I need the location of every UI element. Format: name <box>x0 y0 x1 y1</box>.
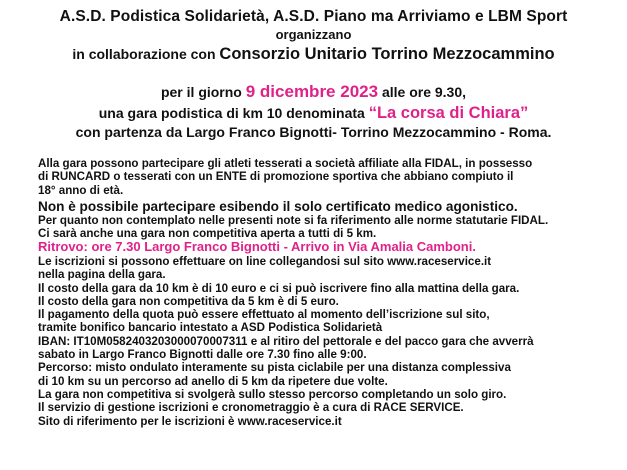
payment-line-1: Il pagamento della quota può essere effettuato al momento dell’iscrizione sul sito, <box>38 308 490 322</box>
fidal-note: Per quanto non contemplato nelle presenti note si fa riferimento alle norme statutarie FIDAL. <box>38 213 549 227</box>
cost-line-2: Il costo della gara non competitiva da 5 km è di 5 euro. <box>38 294 339 308</box>
collaboration-line <box>0 45 627 64</box>
route-line-2: di 10 km su un percorso ad anello di 5 km da ripetere due volte. <box>38 374 388 388</box>
collaboration-name: Consorzio Unitario Torrino Mezzocammino <box>219 45 555 63</box>
event-date: 9 dicembre 2023 <box>245 82 379 101</box>
eligibility-line-3: 18° anno di età. <box>38 183 124 197</box>
timing-service: Il servizio di gestione iscrizioni e cronometraggio è a cura di RACE SERVICE. <box>38 401 464 415</box>
non-competitive-route: La gara non competitiva si svolgerà sullo stesso percorso completando un solo giro. <box>38 387 507 401</box>
meeting-point: Ritrovo: ore 7.30 Largo Franco Bignotti - Arrivo in Via Amalia Camboni. <box>38 239 476 255</box>
route-line-1: Percorso: misto ondulato interamente su pista ciclabile per una distanza complessiva <box>38 361 511 375</box>
registration-line-1: Le iscrizioni si possono effettuare on line collegandosi sul sito www.raceservice.it <box>38 254 492 268</box>
payment-line-4: sabato in Largo Franco Bignotti dalle ore 7.30 fino alle 9:00. <box>38 348 367 362</box>
collaboration-prefix: in collaborazione con <box>72 46 220 62</box>
date-line <box>0 81 627 103</box>
race-line <box>0 103 627 123</box>
race-prefix: una gara podistica di km 10 denominata <box>98 105 369 121</box>
date-suffix: alle ore 9.30, <box>378 84 467 100</box>
reference-site: Sito di riferimento per le iscrizioni è www.raceservice.it <box>38 414 342 428</box>
payment-line-2: tramite bonifico bancario intestato a ASD Podistica Solidarietà <box>38 321 383 335</box>
cost-line-1: Il costo della gara da 10 km è di 10 euro e ci si può iscrivere fino alla mattina della gara. <box>38 281 520 295</box>
eligibility-line-1: Alla gara possono partecipare gli atleti tesserati a società affiliate alla FIDAL, in possesso <box>38 157 533 170</box>
race-name: “La corsa di Chiara” <box>368 104 529 122</box>
start-line: con partenza da Largo Franco Bignotti- Torrino Mezzocammino - Roma. <box>75 124 552 140</box>
medical-note: Non è possibile partecipare esibendo il solo certificato medico agonistico. <box>38 198 518 214</box>
organize-line: organizzano <box>275 27 352 42</box>
payment-line-3: IBAN: IT10M0582403203000070007311 e al ritiro del pettorale e del pacco gara che avverrà <box>38 334 534 348</box>
flyer-body <box>0 157 627 428</box>
organizers-line: A.S.D. Podistica Solidarietà, A.S.D. Piano ma Arriviamo e LBM Sport <box>59 8 568 25</box>
eligibility-line-2: di RUNCARD o tesserati con un ENTE di promozione sportiva che abbiano compiuto il <box>38 170 514 184</box>
flyer-header <box>0 7 627 142</box>
registration-line-2: nella pagina della gara. <box>38 268 166 282</box>
non-competitive-note: Ci sarà anche una gara non competitiva aperta a tutti di 5 km. <box>38 227 377 241</box>
date-prefix: per il giorno <box>160 84 246 100</box>
